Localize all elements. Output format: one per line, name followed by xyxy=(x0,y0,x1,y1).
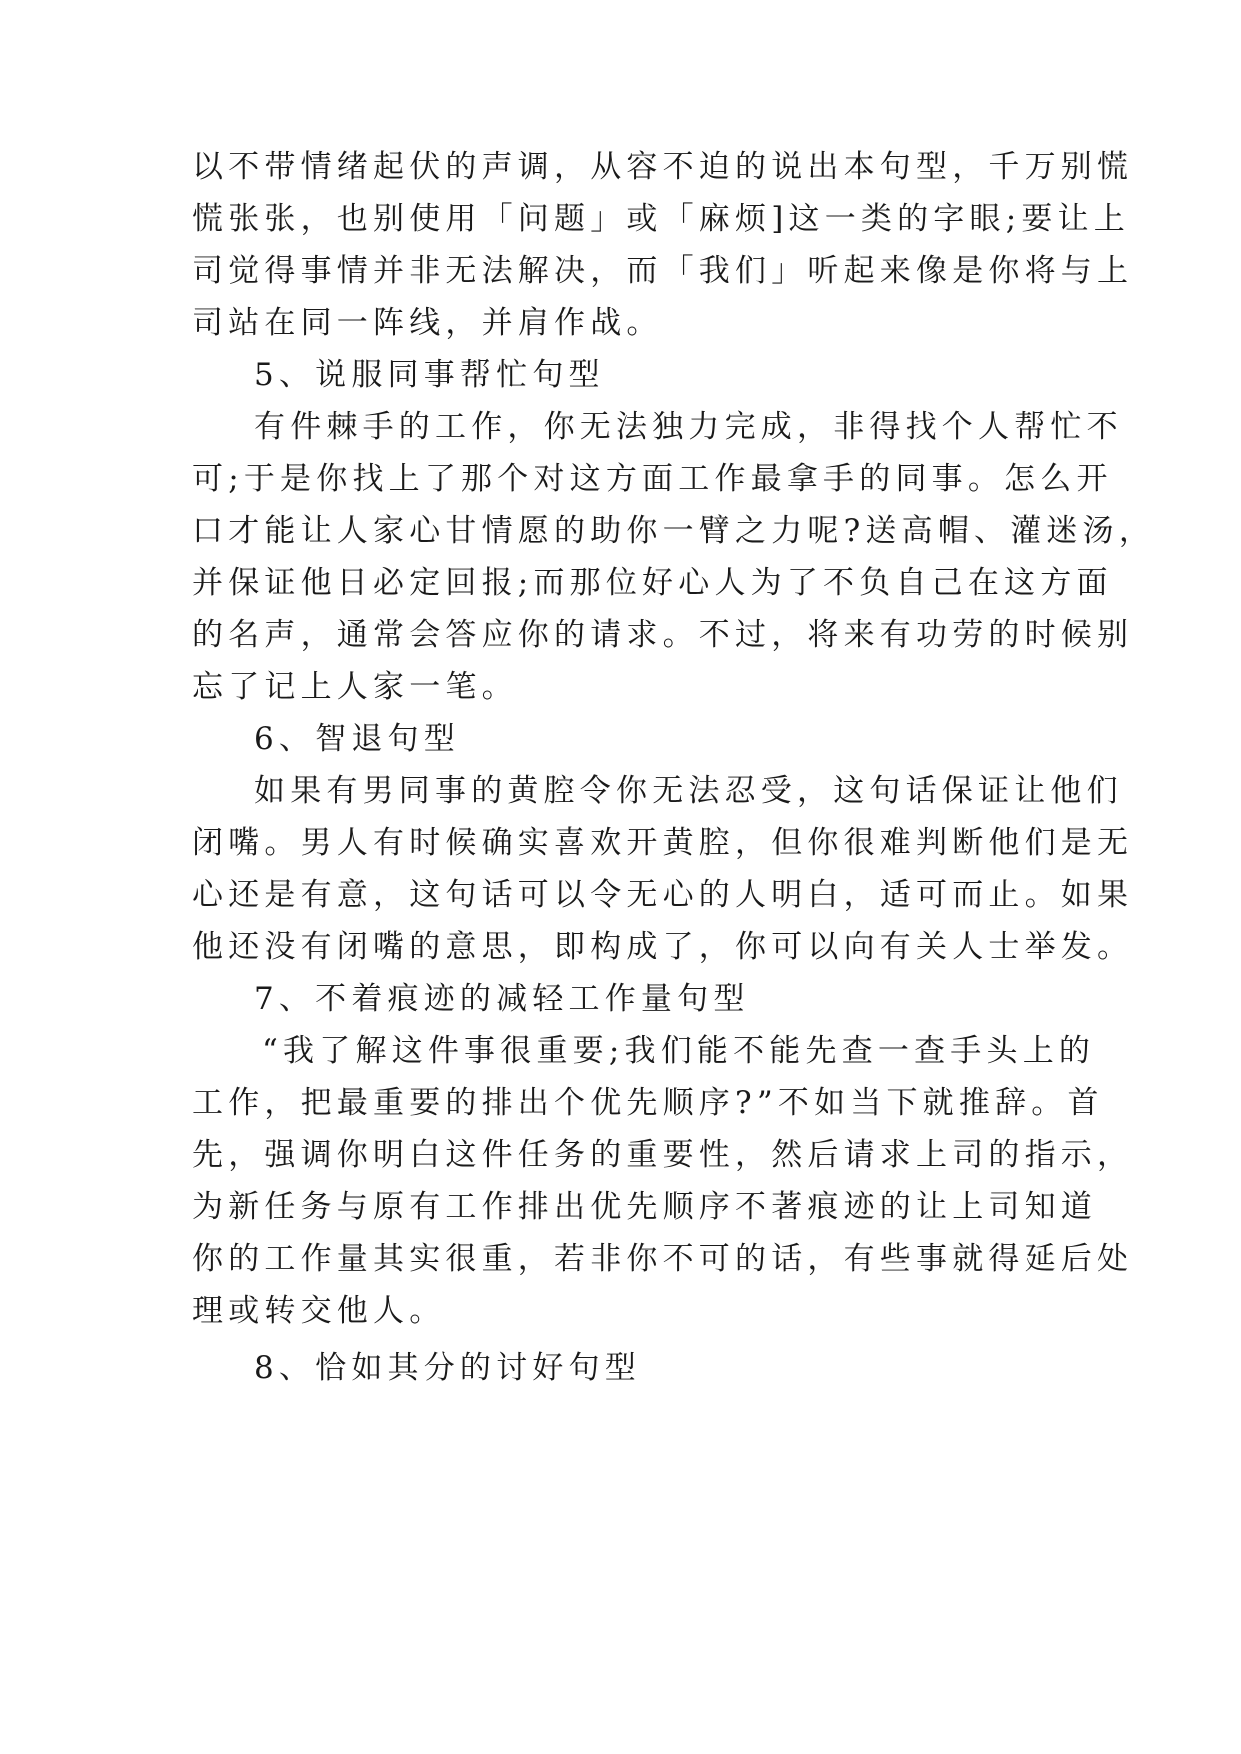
body-line: 他还没有闭嘴的意思，即构成了，你可以向有关人士举发。 xyxy=(192,929,1134,965)
section-heading-7: 7、不着痕迹的减轻工作量句型 xyxy=(254,981,750,1017)
body-line: 司站在同一阵线，并肩作战。 xyxy=(192,305,663,341)
body-line: “我了解这件事很重要;我们能不能先查一查手头上的 xyxy=(262,1033,1096,1069)
body-line: 忘了记上人家一笔。 xyxy=(192,669,518,705)
body-line: 闭嘴。男人有时候确实喜欢开黄腔，但你很难判断他们是无 xyxy=(192,825,1134,861)
body-line: 工作，把最重要的排出个优先顺序?”不如当下就推辞。首 xyxy=(192,1085,1104,1121)
body-line: 你的工作量其实很重，若非你不可的话，有些事就得延后处 xyxy=(192,1241,1134,1277)
body-line: 司觉得事情并非无法解决，而「我们」听起来像是你将与上 xyxy=(192,253,1134,289)
body-line: 有件棘手的工作，你无法独力完成，非得找个人帮忙不 xyxy=(254,409,1123,445)
body-line: 可;于是你找上了那个对这方面工作最拿手的同事。怎么开 xyxy=(192,461,1113,497)
body-line: 理或转交他人。 xyxy=(192,1293,446,1329)
body-line: 口才能让人家心甘情愿的助你一臂之力呢?送高帽、灌迷汤， xyxy=(192,513,1156,549)
section-heading-8: 8、恰如其分的讨好句型 xyxy=(254,1350,641,1386)
body-line: 心还是有意，这句话可以令无心的人明白，适可而止。如果 xyxy=(192,877,1134,913)
body-line: 如果有男同事的黄腔令你无法忍受，这句话保证让他们 xyxy=(254,773,1123,809)
body-line: 先，强调你明白这件任务的重要性，然后请求上司的指示， xyxy=(192,1137,1134,1173)
section-heading-5: 5、说服同事帮忙句型 xyxy=(254,357,605,393)
body-line: 并保证他日必定回报;而那位好心人为了不负自己在这方面 xyxy=(192,565,1113,601)
body-line: 以不带情绪起伏的声调，从容不迫的说出本句型，千万别慌 xyxy=(192,149,1134,185)
body-line: 慌张张，也别使用「问题」或「麻烦]这一类的字眼;要让上 xyxy=(192,201,1130,237)
section-heading-6: 6、智退句型 xyxy=(254,721,460,757)
body-line: 的名声，通常会答应你的请求。不过，将来有功劳的时候别 xyxy=(192,617,1134,653)
body-line: 为新任务与原有工作排出优先顺序不著痕迹的让上司知道 xyxy=(192,1189,1097,1225)
